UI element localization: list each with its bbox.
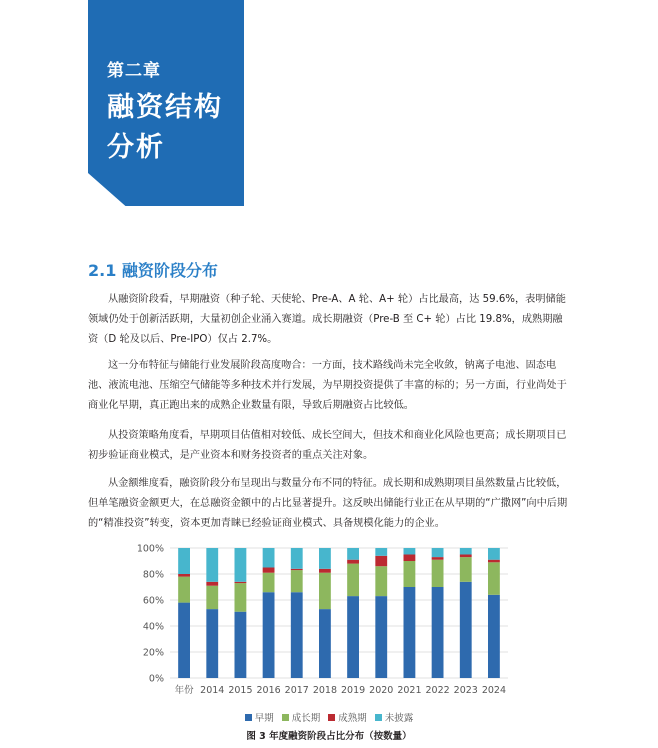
- legend-swatch: [328, 714, 335, 721]
- x-tick-label: 2014: [200, 685, 225, 696]
- bar-2023-成熟期: [460, 555, 472, 558]
- bar-2019-早期: [347, 596, 359, 678]
- chapter-label: 第二章: [107, 61, 161, 81]
- x-tick-label: 2015: [228, 685, 253, 696]
- y-tick-label: 80%: [142, 569, 164, 581]
- legend-label: 未披露: [384, 713, 414, 724]
- bar-2014-未披露: [206, 548, 218, 582]
- bar-2016-未披露: [263, 548, 275, 568]
- bar-2023-早期: [460, 582, 472, 678]
- x-axis-label: 年份: [174, 685, 194, 696]
- x-tick-label: 2020: [369, 685, 394, 696]
- bar-2014-成长期: [206, 586, 218, 609]
- bar-2019-成熟期: [347, 560, 359, 564]
- bar-2018-未披露: [319, 548, 331, 569]
- x-tick-label: 2018: [312, 685, 338, 696]
- legend-label: 成熟期: [338, 713, 367, 724]
- bar-2021-早期: [404, 587, 416, 678]
- bar-2024-成长期: [488, 562, 500, 595]
- x-tick-label: 2023: [453, 685, 478, 696]
- x-tick-label: 2022: [425, 685, 450, 696]
- bar-2022-成长期: [432, 560, 444, 587]
- chart-caption: 图 3 年度融资阶段占比分布（按数量）: [246, 731, 412, 742]
- bar-2014-成熟期: [206, 582, 218, 586]
- chapter-title: 融资结构分析: [107, 92, 223, 163]
- y-tick-label: 20%: [142, 647, 164, 659]
- x-tick-label: 2024: [481, 685, 507, 696]
- legend-swatch: [245, 714, 252, 721]
- bar-2019-未披露: [347, 548, 359, 560]
- legend-item: [282, 710, 321, 724]
- section-heading: 2.1 融资阶段分布: [88, 261, 218, 280]
- bar-2020-成熟期: [375, 556, 387, 566]
- legend-label: 成长期: [291, 713, 321, 724]
- bar-2016-成长期: [263, 573, 275, 593]
- y-tick-label: 60%: [142, 595, 164, 607]
- bar-2015-未披露: [235, 548, 247, 582]
- stage-distribution-chart: [136, 538, 522, 726]
- bar-2021-未披露: [404, 548, 416, 555]
- legend-item: [375, 710, 414, 724]
- legend-item: [245, 710, 274, 724]
- chart-canvas: [136, 538, 522, 706]
- bar-2022-成熟期: [432, 557, 444, 560]
- paragraph-3: 从投资策略角度看，早期项目估值相对较低、成长空间大，但技术和商业化风险也更高；成长期项目已初步验证商业模式，是产业资本和财务投资者的重点关注对象。: [88, 430, 567, 461]
- bar-2015-早期: [235, 612, 247, 678]
- legend-item: [328, 710, 367, 724]
- bar-2018-早期: [319, 609, 331, 678]
- bar-2023-成长期: [460, 557, 472, 582]
- bar-2024-未披露: [488, 548, 500, 560]
- legend-label: 早期: [254, 713, 274, 724]
- y-tick-label: 0%: [148, 673, 164, 685]
- bar-2024-成熟期: [488, 560, 500, 563]
- bar-2022-早期: [432, 587, 444, 678]
- bar-2021-成熟期: [404, 555, 416, 562]
- bar-2018-成长期: [319, 573, 331, 609]
- bar-2020-成长期: [375, 566, 387, 596]
- bar-2017-未披露: [291, 548, 303, 569]
- bar-year-label-slot-成熟期: [178, 574, 190, 577]
- chart-legend: [0, 710, 658, 724]
- x-tick-label: 2017: [284, 685, 309, 696]
- bar-2019-成长期: [347, 564, 359, 597]
- bar-2016-成熟期: [263, 568, 275, 573]
- bar-2017-早期: [291, 592, 303, 678]
- x-tick-label: 2019: [340, 685, 366, 696]
- bar-2015-成长期: [235, 583, 247, 612]
- bar-2020-未披露: [375, 548, 387, 556]
- y-tick-label: 40%: [142, 621, 164, 633]
- bar-2018-成熟期: [319, 569, 331, 573]
- x-tick-label: 2016: [256, 685, 281, 696]
- bar-year-label-slot-成长期: [178, 577, 190, 603]
- bar-year-label-slot-早期: [178, 603, 190, 678]
- bar-2017-成熟期: [291, 569, 303, 570]
- bar-2015-成熟期: [235, 582, 247, 583]
- bar-2016-早期: [263, 592, 275, 678]
- bar-2023-未披露: [460, 548, 472, 555]
- bar-2017-成长期: [291, 570, 303, 592]
- bar-year-label-slot-未披露: [178, 548, 190, 574]
- paragraph-1: 从融资阶段看，早期融资（种子轮、天使轮、Pre-A、A 轮、A+ 轮）占比最高，达 59.6%，表明储能领域仍处于创新活跃期，大量初创企业涌入赛道。成长期融资（Pre-B 至 C+ 轮）占比 19.8%，成熟期融资（D 轮及以后、Pre-IPO）仅占 2.7%。: [88, 294, 566, 345]
- bar-2022-未披露: [432, 548, 444, 557]
- x-tick-label: 2021: [397, 685, 422, 696]
- bar-2014-早期: [206, 609, 218, 678]
- y-tick-label: 100%: [136, 543, 164, 555]
- legend-swatch: [282, 714, 289, 721]
- legend-swatch: [375, 714, 382, 721]
- paragraph-4: 从金额维度看，融资阶段分布呈现出与数量分布不同的特征。成长期和成熟期项目虽然数量占比较低，但单笔融资金额更大，在总融资金额中的占比显著提升。这反映出储能行业正在从早期的“广撒网”向中后期的“精准投资”转变，资本更加青睐已经验证商业模式、具备规模化能力的企业。: [88, 478, 568, 529]
- bar-2024-早期: [488, 595, 500, 678]
- bar-2021-成长期: [404, 561, 416, 587]
- paragraph-2: 这一分布特征与储能行业发展阶段高度吻合：一方面，技术路线尚未完全收敛，钠离子电池、固态电池、液流电池、压缩空气储能等多种技术并行发展，为早期投资提供了丰富的标的；另一方面，行业尚处于商业化早期，真正跑出来的成熟企业数量有限，导致后期融资占比较低。: [88, 360, 567, 411]
- bar-2020-早期: [375, 596, 387, 678]
